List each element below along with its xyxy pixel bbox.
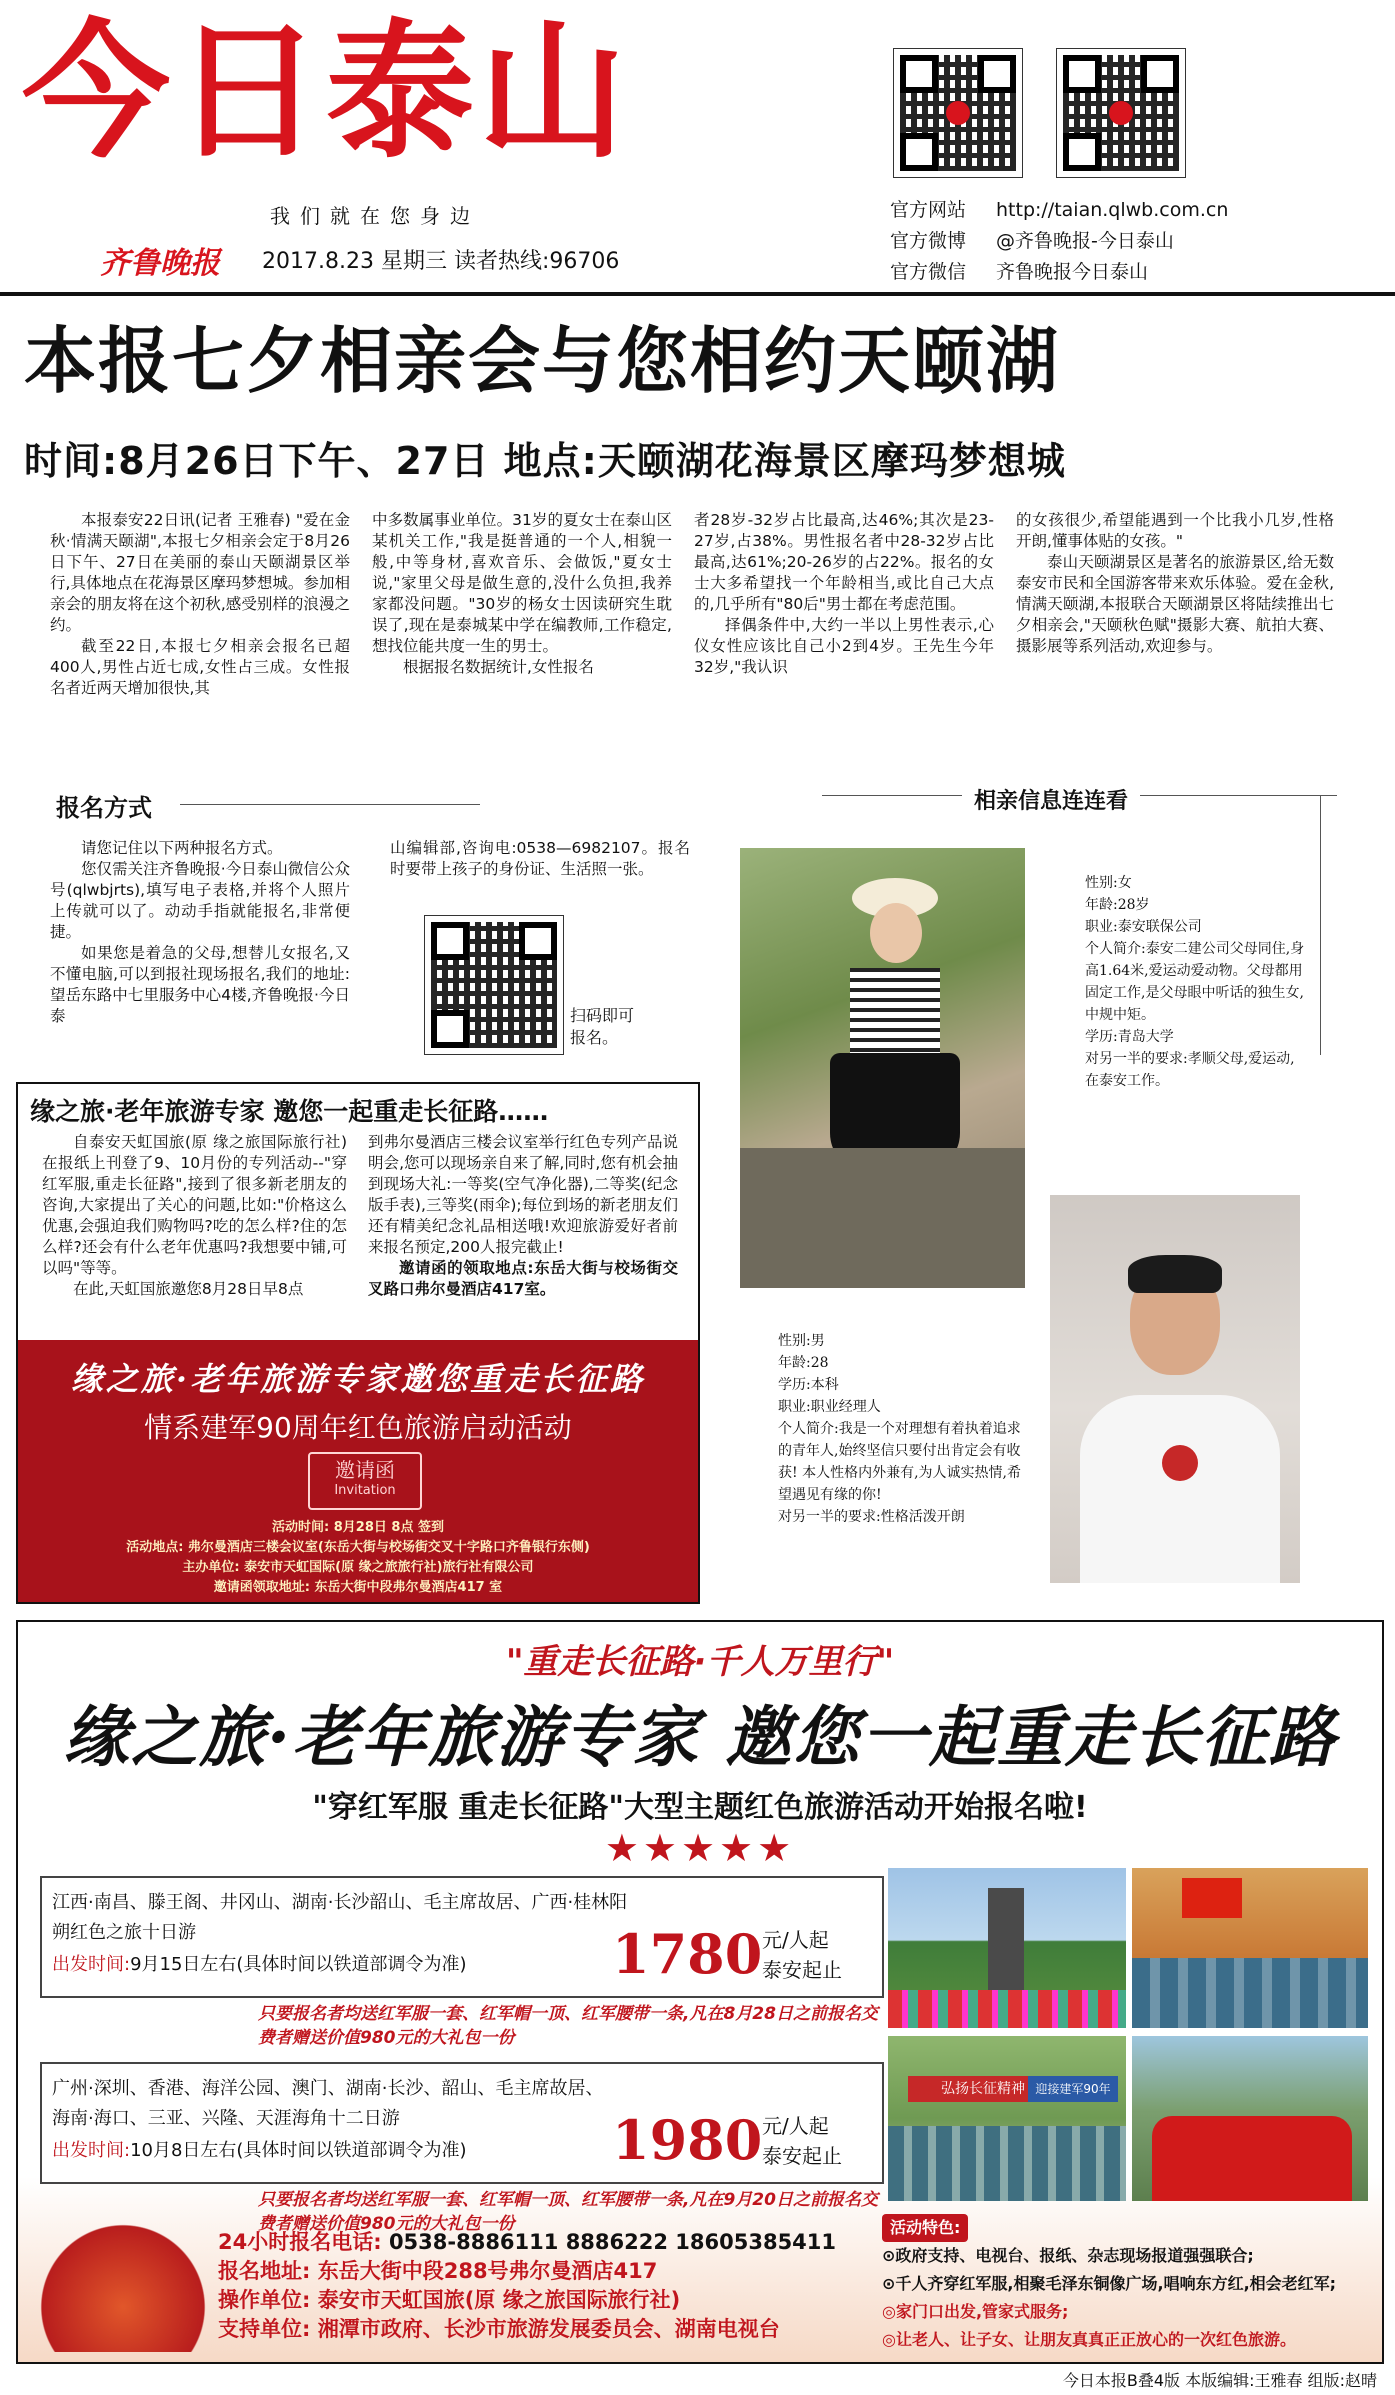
route-1-line1: 江西·南昌、滕王阁、井冈山、湖南·长沙韶山、毛主席故居、广西·桂林阳 — [52, 1892, 628, 1913]
tour-box-title: 缘之旅·老年旅游专家 邀您一起重走长征路…… — [30, 1097, 549, 1126]
parade-group-shape — [888, 2126, 1126, 2201]
invitation-subheading: 情系建军90周年红色旅游启动活动 — [144, 1411, 572, 1444]
invitation-heading: 缘之旅·老年旅游专家邀您重走长征路 — [70, 1360, 646, 1398]
ad-top-slogan: "重走长征路·千人万里行" — [505, 1642, 895, 1682]
rocks-shape — [740, 1148, 1025, 1288]
route-2-card — [40, 2062, 884, 2184]
qr-code-wechat[interactable] — [1056, 48, 1186, 178]
face-shape — [870, 903, 922, 963]
tour-box-col-b: 到弗尔曼酒店三楼会议室举行红色专列产品说明会,您可以现场亲自来了解,同时,您有机会抽到现场大礼:一等奖(空气净化器),二等奖(纪念版手表),三等奖(雨伞);每位到场的新老朋友们还有精美纪念礼品相送哦!欢迎旅游爱好者前来报名预定,200人报完截止! 邀请函的领取地点:东岳大街与校场街交叉路口弗尔曼酒店417室。 — [368, 1133, 679, 1298]
contact-row: 支持单位: 湘潭市政府、长沙市旅游发展委员会、湖南电视台 — [218, 2317, 780, 2341]
shirt-shape — [850, 968, 940, 1058]
route-1-price: 1780 — [612, 1922, 763, 1986]
ad-subtitle: "穿红军服 重走长征路"大型主题红色旅游活动开始报名啦! — [312, 1790, 1088, 1825]
invitation-banner — [18, 1340, 698, 1602]
contact-row: 报名地址: 东岳大街中段288号弗尔曼酒店417 — [218, 2259, 658, 2283]
route-2-gift: 只要报名者均送红军服一套、红军帽一顶、红军腰带一条,凡在9月20日之前报名交费者赠送价值980元的大礼包一份 — [258, 2190, 878, 2234]
male-profile: 性别:男 年龄:28 学历:本科 职业:职业经理人 个人简介:我是一个对理想有着执着追求的青年人,始终坚信只要付出肯定会有收获! 本人性格内外兼有,为人诚实热情,希望遇见有缘的你! 对另一半的要求:性格活泼开朗 — [778, 1333, 1021, 1525]
route-2-unit: 元/人起 — [762, 2114, 829, 2138]
route-1-from: 泰安起止 — [762, 1958, 842, 1982]
features-title: 活动特色: — [882, 2214, 968, 2242]
official-channels — [890, 195, 1228, 288]
route-1-unit: 元/人起 — [762, 1928, 829, 1952]
signup-qr-code[interactable] — [424, 915, 564, 1055]
dateline: 2017.8.23 星期三 读者热线:96706 — [262, 249, 620, 274]
shirt-shape — [1080, 1395, 1280, 1583]
route-1-card — [40, 1876, 884, 1998]
match-title: 相亲信息连连看 — [962, 784, 1140, 815]
ad-contacts — [218, 2228, 838, 2344]
ad-photo-flag — [1132, 2036, 1368, 2201]
official-row: 官方微博 @齐鲁晚报-今日泰山 — [890, 230, 1174, 252]
ad-features: 活动特色: ⊙政府支持、电视台、报纸、杂志现场报道强强联合; ⊙千人齐穿红军服,相聚毛泽东铜像广场,唱响东方红,相会老红军; ◎家门口出发,管家式服务; ◎让老人、让子女、让朋友真真正正放心的一次红色旅游。 — [882, 2214, 1368, 2354]
female-profile: 性别:女 年龄:28岁 职业:泰安联保公司 个人简介:泰安二建公司父母同住,身高1.64米,爱运动爱动物。父母都用固定工作,是父母眼中听话的独生女,中规中矩。 学历:青岛大学 对另一半的要求:孝顺父母,爱运动,在泰安工作。 — [1085, 875, 1305, 1089]
logo-icon — [1109, 101, 1133, 125]
signup-rule — [180, 804, 480, 805]
route-1-line2: 朔红色之旅十日游 — [52, 1922, 196, 1943]
ad-stars: ★★★★★ — [604, 1826, 796, 1870]
contact-row: 24小时报名电话: 0538-8886111 8886222 18605385411 — [218, 2230, 837, 2254]
signup-title: 报名方式 — [56, 794, 152, 822]
qr-code-weibo[interactable] — [893, 48, 1023, 178]
paper-logo: 齐鲁晚报 — [100, 246, 220, 281]
ad-photo-monument — [888, 1868, 1126, 2028]
masthead-divider — [0, 292, 1395, 296]
route-2-from: 泰安起止 — [762, 2144, 842, 2168]
ad-photo-group — [1132, 1868, 1368, 2028]
page-footer: 今日本报B叠4版 本版编辑:王雅春 组版:赵晴 — [1062, 2371, 1377, 2390]
official-row: 官方网站 http://taian.qlwb.com.cn — [890, 199, 1229, 221]
shirt-emblem-icon — [1162, 1445, 1198, 1481]
ad-graphic-soldiers — [38, 2202, 208, 2352]
logo-icon — [946, 101, 970, 125]
hair-shape — [1128, 1255, 1222, 1293]
tour-advertisement — [16, 1620, 1384, 2364]
invitation-info: 活动时间: 8月28日 8点 签到 活动地点: 弗尔曼酒店三楼会议室(东岳大街与校场街交叉十字路口齐鲁银行东侧) 主办单位: 泰安市天虹国际(原 缘之旅旅行社)旅行社有限公司 邀请函领取地址: 东岳大街中段弗尔曼酒店417 室 — [126, 1520, 590, 1595]
invitation-badge: 邀请函 Invitation — [308, 1452, 422, 1510]
flag-shape — [1182, 1878, 1242, 1918]
masthead-slogan: 我们就在您身边 — [270, 204, 480, 228]
article-col-2: 中多数属事业单位。31岁的夏女士在泰山区某机关工作,"我是挺普通的一个人,相貌一般,中等身材,喜欢音乐、会做饭,"夏女士说,"家里父母是做生意的,没什么负担,我养家都没问题。"30岁的杨女士因读研究生耽误了,现在是泰城某中学在编教师,工作稳定,想找位能共度一生的男士。 根据报名数据统计,女性报名 — [372, 511, 672, 676]
route-1-depart: 出发时间:9月15日左右(具体时间以铁道部调令为准) — [52, 1954, 467, 1975]
parade-banner-2: 迎接建军90年 — [1028, 2076, 1118, 2102]
parade-banner: 弘扬长征精神 — [908, 2076, 1058, 2102]
article-subhead: 时间:8月26日下午、27日 地点:天颐湖花海景区摩玛梦想城 — [24, 439, 1066, 483]
route-2-depart: 出发时间:10月8日左右(具体时间以铁道部调令为准) — [52, 2140, 467, 2161]
tour-box — [16, 1082, 700, 1604]
route-2-price: 1980 — [612, 2108, 763, 2172]
group-shape — [1132, 1958, 1368, 2028]
male-photo — [1050, 1195, 1300, 1583]
article-headline: 本报七夕相亲会与您相约天颐湖 — [24, 319, 1061, 403]
article-col-3: 者28岁-32岁占比最高,达46%;其次是23-27岁,占38%。男性报名者中28-32岁占比最高,达61%;20-26岁的占22%。报名的女士大多希望找一个年龄相当,或比自己大点的,几乎所有"80后"男士都在考虑范围。 择偶条件中,大约一半以上男性表示,心仪女性应该比自己小2到4岁。王先生今年32岁,"我认识 — [694, 511, 994, 676]
ad-photo-parade — [888, 2036, 1126, 2201]
match-right-rule — [1320, 795, 1321, 1055]
article-col-1: 本报泰安22日讯(记者 王雅春) "爱在金秋·情满天颐湖",本报七夕相亲会定于8月26日下午、27日在美丽的泰山天颐湖景区举行,具体地点在花海景区摩玛梦想城。参加相亲会的朋友将在这个初秋,感受别样的浪漫之约。 截至22日,本报七夕相亲会报名已超400人,男性占近七成,女性占三成。女性报名者近两天增加很快,其 — [50, 511, 350, 697]
statue-shape — [988, 1888, 1024, 1998]
ad-main-title: 缘之旅·老年旅游专家 邀您一起重走长征路 — [63, 1698, 1337, 1776]
route-2-line2: 海南·海口、三亚、兴隆、天涯海角十二日游 — [52, 2108, 400, 2129]
female-photo — [740, 848, 1025, 1288]
contact-row: 操作单位: 泰安市天虹国旅(原 缘之旅国际旅行社) — [218, 2288, 681, 2312]
flowers-shape — [888, 1990, 1126, 2028]
tour-box-col-a: 自泰安天虹国旅(原 缘之旅国际旅行社)在报纸上刊登了9、10月份的专列活动--"穿红军服,重走长征路",接到了很多新老朋友的咨询,大家提出了关心的问题,比如:"价格这么优惠,会强迫我们购物吗?吃的怎么样?住的怎么样?还会有什么老年优惠吗?我想要中铺,可以吗"等等。 在此,天虹国旅邀您8月28日早8点 — [42, 1133, 347, 1298]
route-1-gift: 只要报名者均送红军服一套、红军帽一顶、红军腰带一条,凡在8月28日之前报名交费者赠送价值980元的大礼包一份 — [258, 2004, 878, 2048]
masthead-title: 今日泰山 — [22, 6, 630, 178]
article-col-4: 的女孩很少,希望能遇到一个比我小几岁,性格开朗,懂事体贴的女孩。" 泰山天颐湖景区是著名的旅游景区,给无数泰安市民和全国游客带来欢乐体验。爱在金秋,情满天颐湖,本报联合天颐湖景区将陆续推出七夕相亲会,"天颐秋色赋"摄影大赛、航拍大赛、摄影展等系列活动,欢迎参与。 — [1016, 511, 1334, 655]
signup-col-1: 请您记住以下两种报名方式。 您仅需关注齐鲁晚报·今日泰山微信公众号(qlwbjrts),填写电子表格,并将个人照片上传就可以了。动动手指就能报名,非常便捷。 如果您是着急的父母,想替儿女报名,又不懂电脑,可以到报社现场报名,我们的地址:望岳东路中七里服务中心4楼,齐鲁晚报·今日泰 — [50, 839, 350, 1025]
signup-qr-caption: 扫码即可报名。 — [570, 1006, 635, 1047]
route-2-line1: 广州·深圳、香港、海洋公园、澳门、湖南·长沙、韶山、毛主席故居、 — [52, 2078, 604, 2099]
big-flag-shape — [1152, 2116, 1352, 2201]
signup-col-2: 山编辑部,咨询电:0538—6982107。报名时要带上孩子的身份证、生活照一张。 — [390, 839, 690, 878]
official-row: 官方微信 齐鲁晚报今日泰山 — [890, 261, 1149, 283]
